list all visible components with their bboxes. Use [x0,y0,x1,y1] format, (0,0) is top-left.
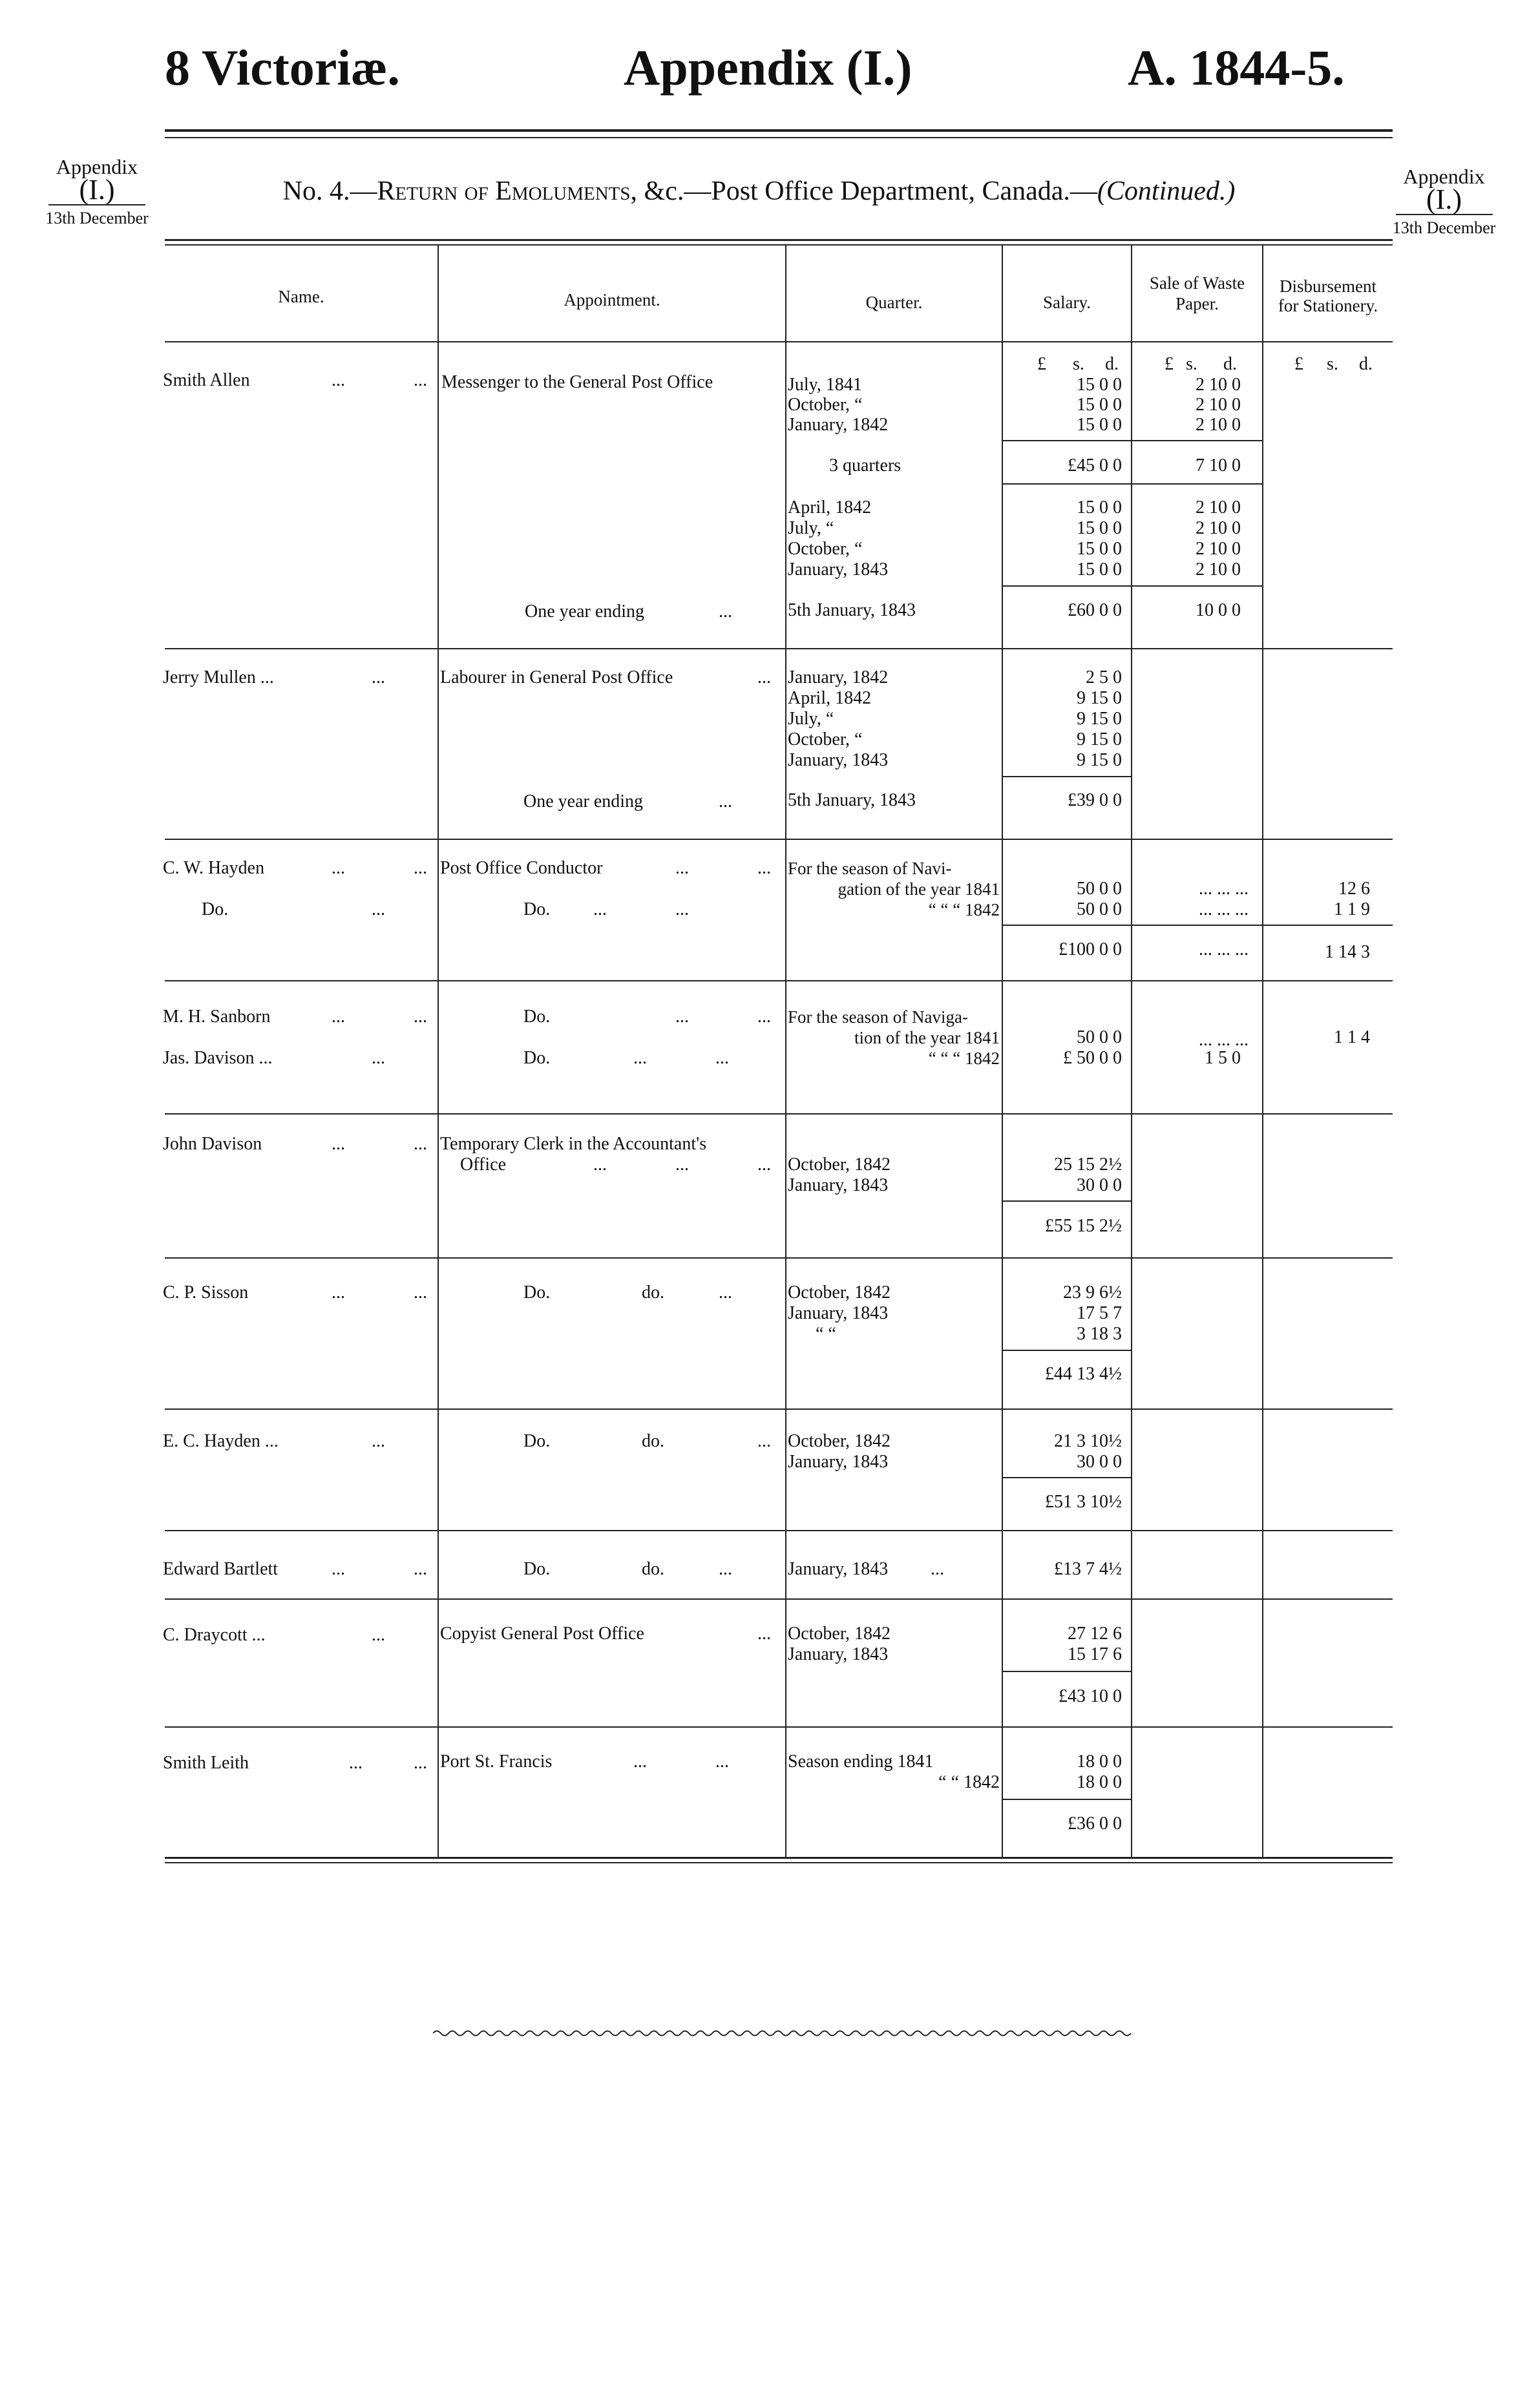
table-bottom-rule-thin [165,1862,1393,1863]
row-name: M. H. Sanborn [163,1007,271,1027]
table-top-rule [165,239,1393,241]
col-rule-5 [1262,246,1263,1857]
row-divider [165,839,1393,840]
salary-d-head: d. [1105,354,1119,374]
row-divider [165,1726,1393,1728]
row-divider [165,648,1393,649]
col-header-disb-2: for Stationery. [1278,296,1378,315]
row-name: Smith Allen [163,370,250,390]
row-appointment: Do. [523,1283,551,1303]
row-name: C. Draycott ... [163,1625,266,1645]
header-rule-thin [165,137,1393,138]
row-name-2: Jas. Davison ... [163,1048,273,1068]
disb-s-head: s. [1327,354,1338,374]
row-name: John Davison [163,1134,262,1154]
col-header-waste-1: Sale of Waste [1149,273,1245,293]
col-header-name: Name. [278,287,324,306]
row-name: Smith Leith [163,1753,249,1773]
column-header-rule [165,341,1393,342]
row-name: E. C. Hayden ... [163,1431,279,1451]
margin-note-right: Appendix (I.) 13th December [1392,165,1496,237]
col-rule-1 [437,246,439,1857]
row-appointment: Do. [523,1431,551,1451]
disb-d-head: d. [1359,354,1373,374]
row-divider [165,980,1393,981]
disb-pound-head: £ [1294,354,1303,374]
row-divider [165,1257,1393,1259]
row-name: C. W. Hayden [163,858,265,878]
row-appointment: Post Office Conductor [440,858,603,878]
page-header-center: Appendix (I.) [624,39,912,96]
col-header-waste-2: Paper. [1175,294,1219,313]
col-header-appointment: Appointment. [564,290,660,309]
row-appointment: Do. [523,1007,551,1027]
row-name-do: Do. [202,899,229,919]
waste-pound-head: £ [1165,354,1174,374]
row-name: Edward Bartlett [163,1559,279,1579]
salary-pound-head: £ [1037,354,1046,374]
salary-s-head: s. [1073,354,1084,374]
col-rule-2 [785,246,786,1857]
row-appointment: Do. [523,1559,551,1579]
table-bottom-rule [165,1857,1393,1859]
header-rule [165,129,1393,132]
table-title: No. 4.—Return of Emoluments, &c.—Post Office Department, Canada.—(Continued.) [282,176,1236,206]
col-header-disb-1: Disbursement [1280,277,1376,296]
row-divider [165,1408,1393,1410]
margin-note-left: Appendix (I.) 13th December [45,155,149,227]
row-name: C. P. Sisson [163,1283,249,1303]
row-divider [165,1113,1393,1115]
col-header-quarter: Quarter. [865,293,923,312]
table-top-rule-thin [165,244,1393,246]
col-header-salary: Salary. [1043,293,1091,312]
row-name: Jerry Mullen ... [163,667,274,687]
row-divider [165,1598,1393,1600]
page-header-left: 8 Victoriæ. [165,39,400,96]
row-appointment: Port St. Francis [440,1752,553,1772]
row-appointment: Messenger to the General Post Office [441,372,713,392]
row-divider [165,1530,1393,1531]
row-appointment: Temporary Clerk in the Accountant's [440,1134,707,1154]
row-appointment: Labourer in General Post Office [440,667,673,687]
waste-s-head: s. [1186,354,1197,374]
row-appointment: Copyist General Post Office [440,1624,644,1644]
waste-d-head: d. [1223,354,1237,374]
decorative-wavy-rule [433,2029,1137,2038]
page-header-right: A. 1844-5. [1128,39,1345,96]
